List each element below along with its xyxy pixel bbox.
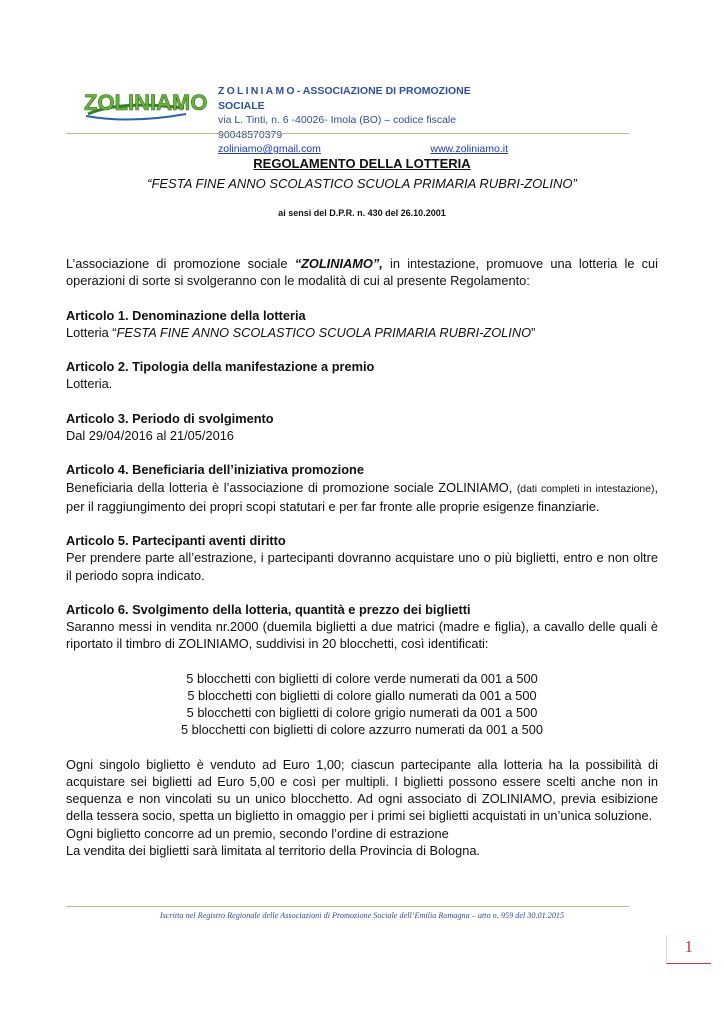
org-name-rest: - ASSOCIAZIONE DI PROMOZIONE SOCIALE bbox=[218, 85, 471, 112]
article-3-heading: Articolo 3. Periodo di svolgimento bbox=[66, 410, 274, 426]
org-info bbox=[218, 84, 508, 157]
page-number-box bbox=[666, 935, 711, 964]
article-4-note: (dati completi in intestazione) bbox=[516, 483, 655, 495]
list-item: 5 blocchetti con biglietti di colore grigio numerati da 001 a 500 bbox=[186, 705, 538, 721]
legal-reference: ai sensi del D.P.R. n. 430 del 26.10.2001 bbox=[278, 208, 446, 218]
article-1-text bbox=[66, 324, 658, 341]
article-4-text bbox=[66, 479, 658, 515]
article-2-text: Lotteria. bbox=[66, 376, 113, 392]
intro-text-2: in intestazione, promuove una lotteria le cui operazioni di sorte si svolgeranno con le modalità di cui al presente Regolamento: bbox=[66, 256, 659, 289]
article-4-heading: Articolo 4. Beneficiaria dell’iniziativa promozione bbox=[66, 462, 364, 478]
org-links bbox=[218, 142, 508, 157]
article-5-heading: Articolo 5. Partecipanti aventi diritto bbox=[66, 533, 286, 549]
footer-divider bbox=[66, 906, 629, 907]
intro-text-1: L’associazione di promozione sociale bbox=[66, 256, 295, 271]
ticket-blocks-list bbox=[66, 670, 658, 739]
article-1-post: ” bbox=[531, 324, 536, 340]
document-title: REGOLAMENTO DELLA LOTTERIA bbox=[253, 156, 471, 171]
article-6-paragraph: Ogni singolo biglietto è venduto ad Euro 1,00; ciascun partecipante alla lotteria ha la possibilità di acquistare sei biglietti ad Euro 5,00 e così per multipli. I biglietti possono essere scelti anche non in sequenza e non vincolati su un unico blocchetto. Ad ogni associato di ZOLINIAMO, previa esibizione della tessera socio, spetta un biglietto in omaggio per i primi sei biglietti acquistati in un’unica soluzione. bbox=[66, 756, 658, 824]
article-5-text: Per prendere parte all’estrazione, i partecipanti dovranno acquistare uno o più biglietti, entro e non oltre il periodo sopra indicato. bbox=[66, 550, 658, 583]
header-divider bbox=[66, 133, 629, 134]
document-subtitle: “FESTA FINE ANNO SCOLASTICO SCUOLA PRIMARIA RUBRI-ZOLINO” bbox=[147, 176, 577, 191]
footer-note: Iscritta nel Registro Regionale delle Associazioni di Promozione Sociale dell’Emilia Romagna – atto n. 959 del 30.01.2015 bbox=[159, 911, 565, 920]
intro-org-name: “ZOLINIAMO”, bbox=[294, 256, 383, 271]
logo-wordmark: ZOLINIAMO bbox=[84, 90, 208, 115]
list-item: 5 blocchetti con biglietti di colore giallo numerati da 001 a 500 bbox=[187, 687, 537, 703]
article-1-pre: Lotteria “ bbox=[66, 324, 117, 340]
article-4-text-1: Beneficiaria della lotteria è l’associazione di promozione sociale ZOLINIAMO, bbox=[66, 479, 517, 495]
article-1-title: FESTA FINE ANNO SCOLASTICO SCUOLA PRIMARIA RUBRI-ZOLINO bbox=[116, 324, 532, 340]
page-number: 1 bbox=[684, 937, 693, 956]
article-6-line-3: La vendita dei biglietti sarà limitata al territorio della Provincia di Bologna. bbox=[66, 842, 480, 858]
org-name bbox=[218, 84, 508, 113]
list-item: 5 blocchetti con biglietti di colore verde numerati da 001 a 500 bbox=[186, 670, 538, 686]
zoliniamo-logo bbox=[80, 80, 208, 122]
email-link[interactable]: zoliniamo@gmail.com bbox=[218, 143, 321, 155]
org-name-letters: ZOLINIAMO bbox=[218, 85, 297, 97]
article-6-line-2: Ogni biglietto concorre ad un premio, secondo l’ordine di estrazione bbox=[66, 825, 449, 841]
intro-paragraph bbox=[66, 255, 658, 289]
list-item: 5 blocchetti con biglietti di colore azzurro numerati da 001 a 500 bbox=[180, 722, 544, 738]
article-6-text: Saranno messi in vendita nr.2000 (duemila biglietti a due matrici (madre e figlia), a cavallo delle quali è riportato il timbro di ZOLINIAMO, suddivisi in 20 blocchetti, così identificati: bbox=[66, 619, 658, 652]
article-3-text: Dal 29/04/2016 al 21/05/2016 bbox=[66, 427, 234, 443]
website-link[interactable]: www.zoliniamo.it bbox=[430, 143, 508, 155]
article-4-text-2: , per il raggiungimento dei propri scopi statutari e per far fronte alle proprie esigenze finanziarie. bbox=[66, 479, 658, 514]
article-6-heading: Articolo 6. Svolgimento della lotteria, quantità e prezzo dei biglietti bbox=[66, 601, 471, 617]
org-address: via L. Tinti, n. 6 -40026- Imola (BO) – codice fiscale 90048570379 bbox=[218, 114, 457, 141]
document-body bbox=[66, 255, 658, 859]
article-1-heading: Articolo 1. Denominazione della lotteria bbox=[66, 307, 306, 323]
article-2-heading: Articolo 2. Tipologia della manifestazione a premio bbox=[66, 359, 375, 375]
